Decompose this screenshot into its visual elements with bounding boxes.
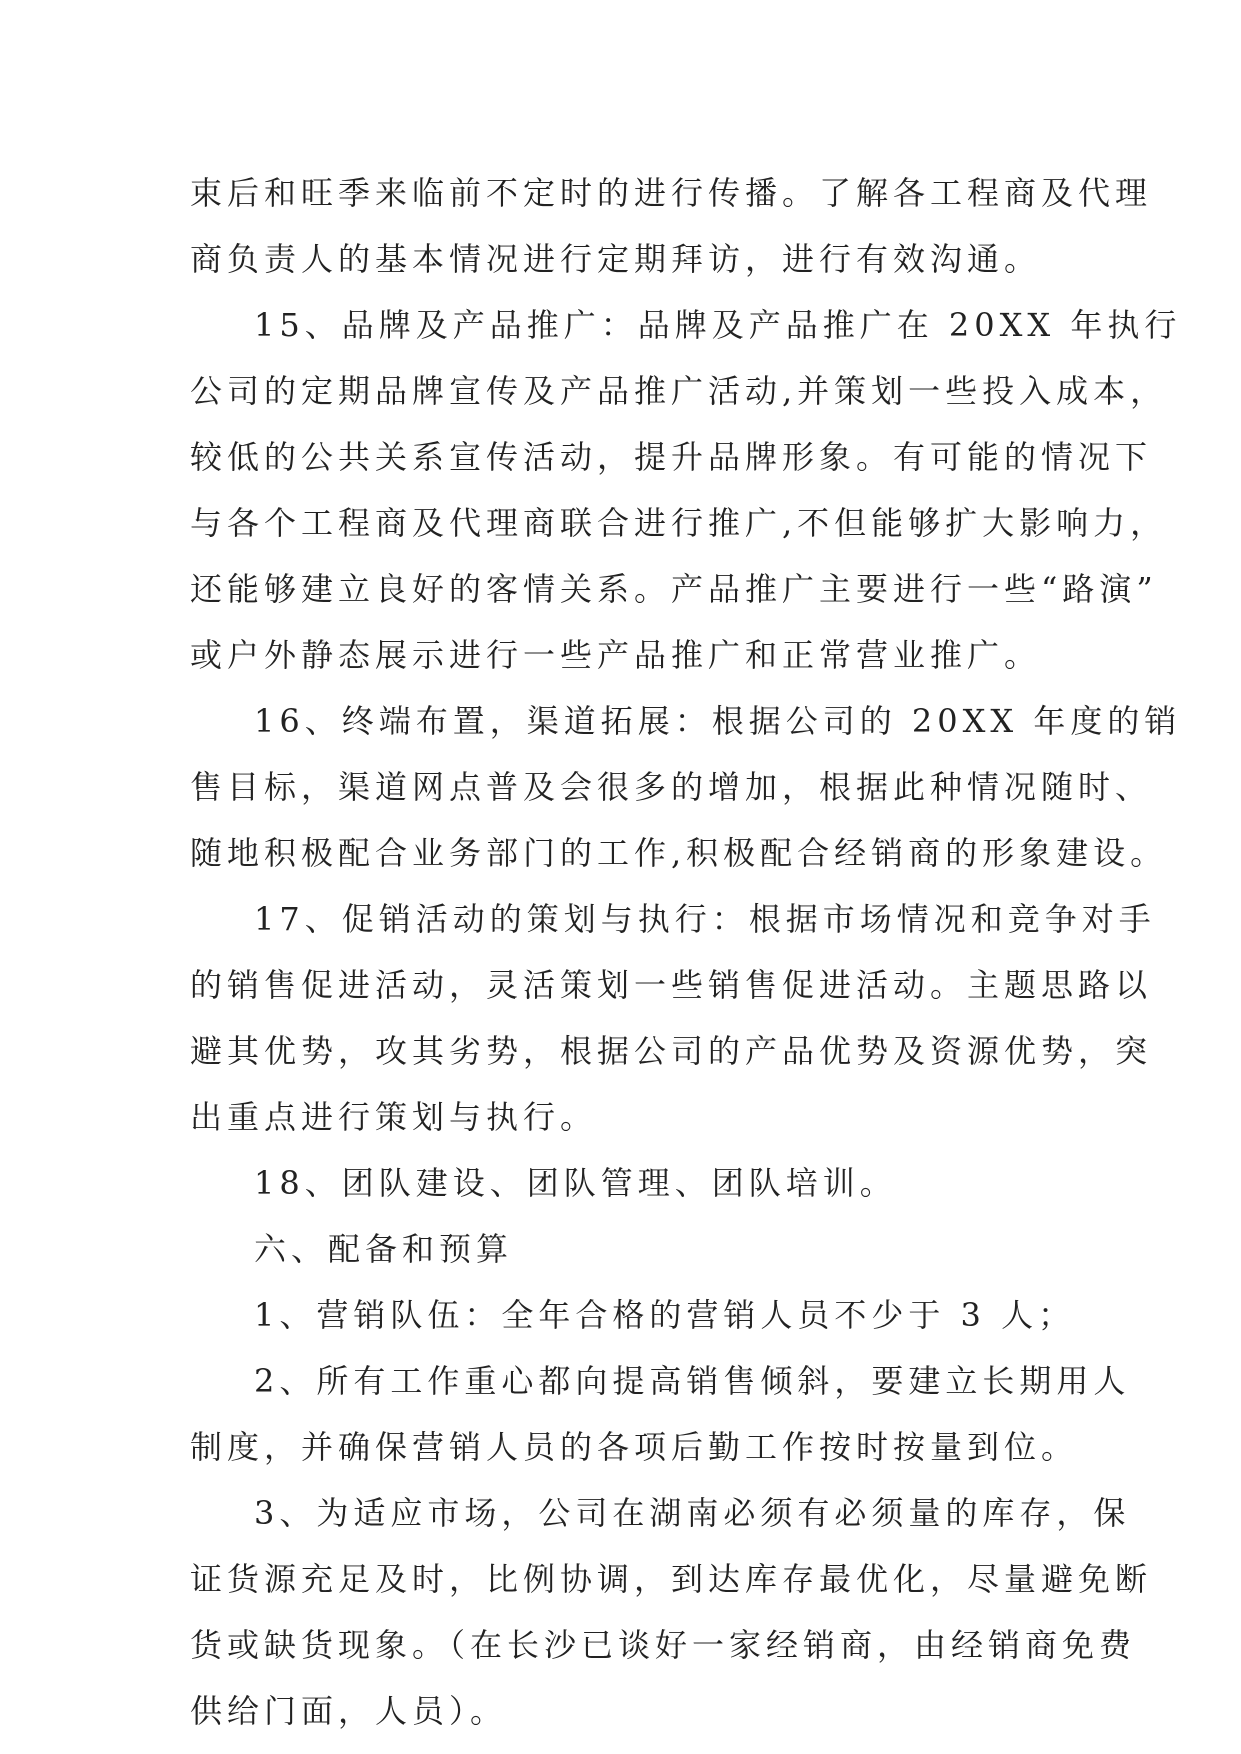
text-line: 制度，并确保营销人员的各项后勤工作按时按量到位。 — [190, 1428, 1079, 1466]
text-line: 3、为适应市场，公司在湖南必须有必须量的库存，保 — [254, 1494, 1131, 1532]
text-line: 商负责人的基本情况进行定期拜访，进行有效沟通。 — [190, 240, 1042, 278]
text-line: 证货源充足及时，比例协调，到达库存最优化，尽量避免断 — [190, 1560, 1153, 1598]
text-line: 供给门面，人员）。 — [190, 1692, 508, 1730]
text-line: 或户外静态展示进行一些产品推广和正常营业推广。 — [190, 636, 1042, 674]
text-line: 束后和旺季来临前不定时的进行传播。了解各工程商及代理 — [190, 174, 1153, 212]
text-line: 的销售促进活动，灵活策划一些销售促进活动。主题思路以 — [190, 966, 1153, 1004]
body-text — [190, 160, 1182, 1744]
text-line: 与各个工程商及代理商联合进行推广,不但能够扩大影响力， — [190, 504, 1168, 542]
text-line: 公司的定期品牌宣传及产品推广活动,并策划一些投入成本， — [190, 372, 1168, 410]
text-line: 较低的公共关系宣传活动，提升品牌形象。有可能的情况下 — [190, 438, 1153, 476]
text-line: 避其优势，攻其劣势，根据公司的产品优势及资源优势，突 — [190, 1032, 1153, 1070]
text-line: 18、团队建设、团队管理、团队培训。 — [254, 1164, 897, 1202]
text-line: 2、所有工作重心都向提高销售倾斜，要建立长期用人 — [254, 1362, 1131, 1400]
text-line: 货或缺货现象。（在长沙已谈好一家经销商，由经销商免费 — [190, 1626, 1137, 1664]
text-line: 15、品牌及产品推广：品牌及产品推广在 20XX 年执行 — [254, 306, 1182, 344]
text-line: 出重点进行策划与执行。 — [190, 1098, 598, 1136]
text-line: 17、促销活动的策划与执行：根据市场情况和竞争对手 — [254, 900, 1156, 938]
text-line: 随地积极配合业务部门的工作,积极配合经销商的形象建设。 — [190, 834, 1168, 872]
section-heading: 六、配备和预算 — [254, 1230, 514, 1268]
text-line: 还能够建立良好的客情关系。产品推广主要进行一些“路演” — [190, 570, 1158, 608]
text-line: 1、营销队伍：全年合格的营销人员不少于 3 人； — [254, 1296, 1076, 1334]
text-line: 售目标，渠道网点普及会很多的增加，根据此种情况随时、 — [190, 768, 1153, 806]
text-line: 16、终端布置，渠道拓展：根据公司的 20XX 年度的销 — [254, 702, 1182, 740]
